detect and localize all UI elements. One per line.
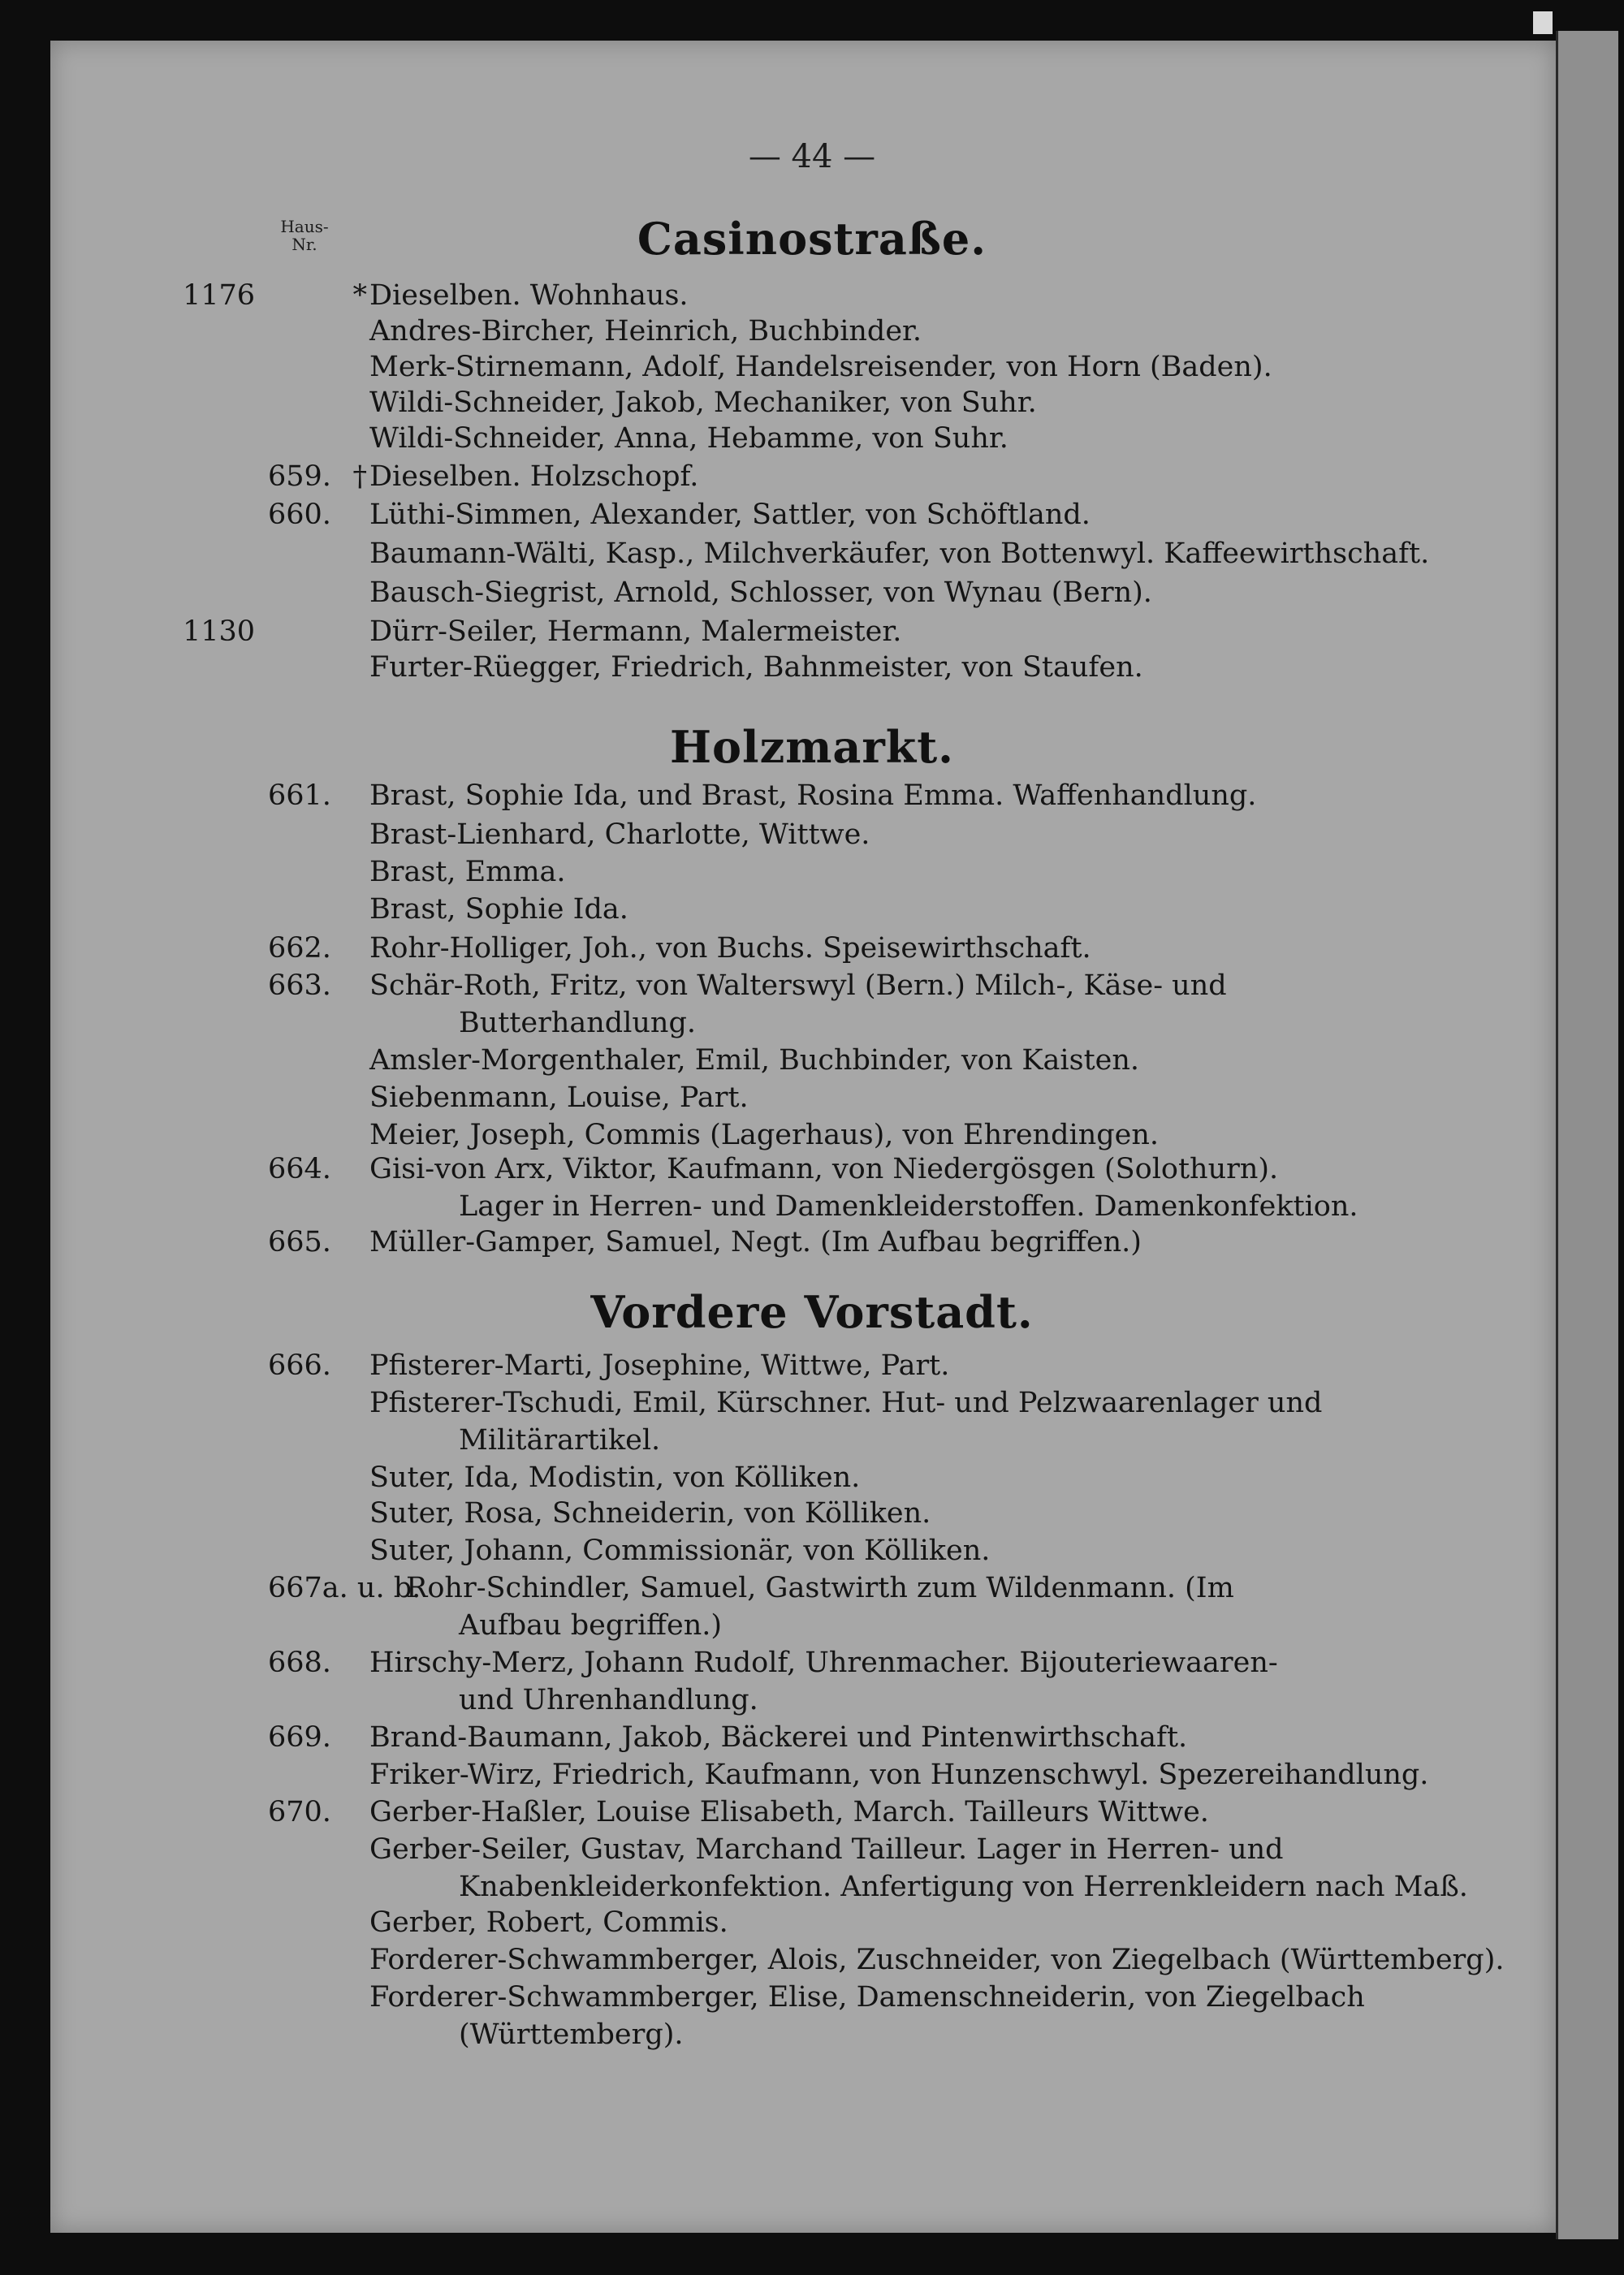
directory-entry [162,1905,1405,1940]
directory-entry [162,1533,1405,1569]
entry-text: Dieselben. Wohnhaus. [369,279,689,312]
directory-entry [162,1385,1405,1421]
directory-entry [162,1422,1405,1458]
entry-text: Rohr-Holliger, Joh., von Buchs. Speisewirthschaft. [369,932,1091,965]
section-title: Casinostraße. [637,213,987,265]
entry-text: Müller-Gamper, Samuel, Negt. (Im Aufbau begriffen.) [369,1226,1142,1258]
directory-entry [162,614,1405,650]
section-title: Vordere Vorstadt. [590,1286,1034,1338]
directory-entry [162,1348,1405,1384]
entry-text: Butterhandlung. [459,1007,696,1039]
directory-entry [162,1080,1405,1116]
entry-text: Hirschy-Merz, Johann Rudolf, Uhrenmacher. Bijouteriewaaren- [369,1647,1278,1679]
directory-entry [162,536,1430,572]
entry-text: Forderer-Schwammberger, Elise, Damenschneiderin, von Ziegelbach [369,1981,1365,2014]
entry-text: Brast, Sophie Ida, und Brast, Rosina Emma. Waffenhandlung. [369,779,1257,812]
entry-text: Suter, Rosa, Schneiderin, von Kölliken. [369,1497,931,1530]
directory-entry [162,1757,1429,1793]
directory-entry [162,1720,1405,1755]
entry-text: Forderer-Schwammberger, Alois, Zuschneider, von Ziegelbach (Württemberg). [369,1944,1505,1976]
directory-entry [162,1979,1405,2015]
house-number: 659. [268,460,331,493]
entry-text: Suter, Johann, Commissionär, von Kölliken. [369,1535,991,1567]
directory-entry [162,1794,1405,1830]
entry-text: Brast, Emma. [369,856,566,888]
entry-text: und Uhrenhandlung. [459,1684,758,1716]
entry-text: Furter-Rüegger, Friedrich, Bahnmeister, von Staufen. [369,651,1143,684]
house-number: 664. [268,1153,331,1185]
directory-entry [162,313,1405,349]
directory-entry [162,1682,1405,1718]
house-number: 667a. u. b. [268,1572,421,1604]
directory-entry [162,1224,1405,1260]
entry-text: Merk-Stirnemann, Adolf, Handelsreisender, von Horn (Baden). [369,351,1272,383]
entry-text: Rohr-Schindler, Samuel, Gastwirth zum Wildenmann. (Im [406,1572,1234,1604]
directory-entry [162,1117,1405,1153]
entry-text: Lüthi-Simmen, Alexander, Sattler, von Schöftland. [369,499,1091,531]
entry-text: Bausch-Siegrist, Arnold, Schlosser, von Wynau (Bern). [369,576,1152,609]
entry-text: Brast-Lienhard, Charlotte, Wittwe. [369,818,870,851]
directory-entry [162,891,1405,927]
directory-entry [162,421,1405,456]
entry-text: Gisi-von Arx, Viktor, Kaufmann, von Niedergösgen (Solothurn). [369,1153,1279,1185]
entry-text: Pfisterer-Marti, Josephine, Wittwe, Part. [369,1349,950,1382]
entry-text: Brand-Baumann, Jakob, Bäckerei und Pintenwirthschaft. [369,1721,1188,1754]
entry-text: Friker-Wirz, Friedrich, Kaufmann, von Hunzenschwyl. Spezereihandlung. [369,1759,1429,1791]
entry-text: Amsler-Morgenthaler, Emil, Buchbinder, von Kaisten. [369,1044,1140,1077]
directory-entry [162,968,1405,1004]
directory-entry [162,385,1405,421]
entry-text: Dürr-Seiler, Hermann, Malermeister. [369,615,902,648]
entry-text: Siebenmann, Louise, Part. [369,1081,749,1114]
directory-entry [162,2017,1405,2053]
directory-entry [162,1570,1405,1606]
entry-text: Brast, Sophie Ida. [369,893,628,926]
directory-entry [162,817,1405,853]
entry-text: Schär-Roth, Fritz, von Walterswyl (Bern.) Milch-, Käse- und [369,969,1227,1002]
directory-entry [162,278,1405,313]
house-number: 669. [268,1721,331,1754]
directory-entry [162,1608,1405,1643]
scan-margin [1533,11,1553,34]
directory-entry [162,1005,1405,1041]
entry-text: (Württemberg). [459,2018,684,2051]
house-number: 665. [268,1226,331,1258]
entry-text: Militärartikel. [459,1424,661,1457]
directory-entry [162,1043,1405,1078]
entry-mark: † [352,460,367,493]
house-number: 661. [268,779,331,812]
section-title: Holzmarkt. [670,721,954,773]
directory-entry [162,1151,1405,1187]
directory-entry [162,854,1405,890]
directory-entry [162,1869,1468,1905]
entry-text: Meier, Joseph, Commis (Lagerhaus), von Ehrendingen. [369,1119,1160,1151]
house-number: 1130 [183,615,256,648]
entry-text: Gerber-Seiler, Gustav, Marchand Tailleur. Lager in Herren- und [369,1833,1284,1866]
directory-entry [162,650,1405,685]
entry-text: Wildi-Schneider, Anna, Hebamme, von Suhr. [369,422,1009,455]
haus-nr-label: Haus- Nr. [280,217,329,254]
directory-entry [162,497,1405,533]
entry-text: Lager in Herren- und Damenkleiderstoffen. Damenkonfektion. [459,1190,1358,1223]
house-number: 663. [268,969,331,1002]
house-number: 662. [268,932,331,965]
directory-entry [162,1645,1405,1681]
house-number: 666. [268,1349,331,1382]
house-number: 1176 [183,279,256,312]
house-number: 670. [268,1796,331,1828]
directory-entry [162,1942,1505,1978]
entry-text: Baumann-Wälti, Kasp., Milchverkäufer, von Bottenwyl. Kaffeewirthschaft. [369,537,1430,570]
directory-entry [162,575,1405,611]
facing-page-edge [1556,31,1618,2239]
entry-text: Wildi-Schneider, Jakob, Mechaniker, von Suhr. [369,386,1037,419]
directory-entry [162,930,1405,966]
entry-text: Gerber, Robert, Commis. [369,1906,728,1939]
page-number: — 44 — [748,138,876,175]
house-number: 660. [268,499,331,531]
entry-text: Aufbau begriffen.) [459,1609,723,1642]
directory-entry [162,459,1405,494]
entry-text: Pfisterer-Tschudi, Emil, Kürschner. Hut- und Pelzwaarenlager und [369,1387,1323,1419]
entry-text: Suter, Ida, Modistin, von Kölliken. [369,1461,861,1494]
house-number: 668. [268,1647,331,1679]
directory-entry [162,1496,1405,1531]
entry-text: Dieselben. Holzschopf. [369,460,699,493]
directory-entry [162,778,1405,814]
entry-text: Gerber-Haßler, Louise Elisabeth, March. Tailleurs Wittwe. [369,1796,1209,1828]
directory-entry [162,349,1405,385]
entry-mark: * [352,279,367,312]
entry-text: Andres-Bircher, Heinrich, Buchbinder. [369,315,922,348]
directory-entry [162,1460,1405,1496]
directory-entry [162,1189,1405,1224]
directory-entry [162,1832,1405,1867]
entry-text: Knabenkleiderkonfektion. Anfertigung von Herrenkleidern nach Maß. [459,1871,1468,1903]
